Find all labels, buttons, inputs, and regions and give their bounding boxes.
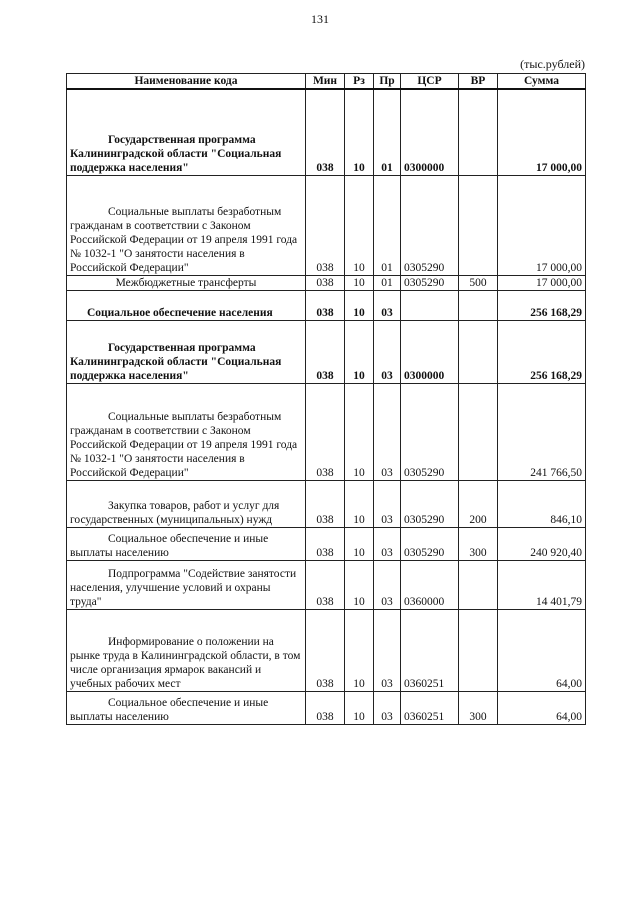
table-row <box>67 275 586 290</box>
table-row <box>67 175 586 275</box>
row-min: 038 <box>306 560 345 609</box>
row-sum: 17 000,00 <box>498 175 586 275</box>
row-vr <box>459 560 498 609</box>
row-sum: 240 920,40 <box>498 527 586 560</box>
row-vr: 300 <box>459 527 498 560</box>
row-pr: 01 <box>374 175 401 275</box>
row-name: Социальные выплаты безработным гражданам в соответствии с Законом Российской Федерации от 19 апреля 1991 года № 1032-1 "О занятости населения в Российской Федерации" <box>67 175 306 275</box>
table-row <box>67 89 586 175</box>
row-name: Государственная программа Калининградской области "Социальная поддержка населения" <box>67 89 306 175</box>
row-vr: 200 <box>459 480 498 527</box>
row-pr: 03 <box>374 480 401 527</box>
row-name: Закупка товаров, работ и услуг для государственных (муниципальных) нужд <box>67 480 306 527</box>
row-name: Социальное обеспечение и иные выплаты населению <box>67 691 306 724</box>
row-sum: 241 766,50 <box>498 383 586 480</box>
row-sum: 64,00 <box>498 691 586 724</box>
table-header-row <box>67 74 586 90</box>
row-csr: 0305290 <box>401 480 459 527</box>
row-vr <box>459 383 498 480</box>
row-csr: 0360251 <box>401 609 459 691</box>
row-vr <box>459 320 498 383</box>
row-name: Подпрограмма "Содействие занятости населения, улучшение условий и охраны труда" <box>67 560 306 609</box>
row-sum: 14 401,79 <box>498 560 586 609</box>
row-rz: 10 <box>345 480 374 527</box>
row-csr: 0305290 <box>401 383 459 480</box>
row-rz: 10 <box>345 275 374 290</box>
page-number: 131 <box>311 12 329 26</box>
row-vr <box>459 609 498 691</box>
row-csr: 0300000 <box>401 89 459 175</box>
row-rz: 10 <box>345 89 374 175</box>
row-min: 038 <box>306 609 345 691</box>
header-name: Наименование кода <box>67 74 306 90</box>
row-pr: 03 <box>374 691 401 724</box>
row-rz: 10 <box>345 560 374 609</box>
budget-table <box>66 73 586 725</box>
row-pr: 03 <box>374 527 401 560</box>
row-pr: 03 <box>374 383 401 480</box>
table-row <box>67 609 586 691</box>
row-rz: 10 <box>345 383 374 480</box>
row-rz: 10 <box>345 691 374 724</box>
row-pr: 03 <box>374 609 401 691</box>
row-rz: 10 <box>345 175 374 275</box>
row-csr: 0305290 <box>401 527 459 560</box>
table-row <box>67 527 586 560</box>
row-csr: 0300000 <box>401 320 459 383</box>
row-csr: 0305290 <box>401 275 459 290</box>
row-rz: 10 <box>345 609 374 691</box>
row-csr: 0305290 <box>401 175 459 275</box>
row-sum: 256 168,29 <box>498 320 586 383</box>
row-name: Социальное обеспечение и иные выплаты населению <box>67 527 306 560</box>
row-pr: 01 <box>374 275 401 290</box>
header-csr: ЦСР <box>401 74 459 90</box>
row-name: Социальное обеспечение населения <box>67 290 306 320</box>
row-sum: 17 000,00 <box>498 89 586 175</box>
row-min: 038 <box>306 383 345 480</box>
row-name: Межбюджетные трансферты <box>67 275 306 290</box>
row-rz: 10 <box>345 320 374 383</box>
row-min: 038 <box>306 691 345 724</box>
table-row <box>67 691 586 724</box>
row-name: Государственная программа Калининградской области "Социальная поддержка населения" <box>67 320 306 383</box>
row-min: 038 <box>306 527 345 560</box>
table-row <box>67 560 586 609</box>
row-min: 038 <box>306 175 345 275</box>
row-min: 038 <box>306 89 345 175</box>
header-rz: Рз <box>345 74 374 90</box>
header-vr: ВР <box>459 74 498 90</box>
table-row <box>67 383 586 480</box>
row-vr: 500 <box>459 275 498 290</box>
row-min: 038 <box>306 320 345 383</box>
table-row <box>67 320 586 383</box>
row-min: 038 <box>306 290 345 320</box>
row-csr: 0360251 <box>401 691 459 724</box>
table-row <box>67 290 586 320</box>
header-min: Мин <box>306 74 345 90</box>
row-rz: 10 <box>345 290 374 320</box>
header-sum: Сумма <box>498 74 586 90</box>
row-csr <box>401 290 459 320</box>
row-vr: 300 <box>459 691 498 724</box>
header-pr: Пр <box>374 74 401 90</box>
row-vr <box>459 175 498 275</box>
row-name: Социальные выплаты безработным гражданам в соответствии с Законом Российской Федерации от 19 апреля 1991 года № 1032-1 "О занятости населения в Российской Федерации" <box>67 383 306 480</box>
row-sum: 17 000,00 <box>498 275 586 290</box>
row-vr <box>459 89 498 175</box>
units-label: (тыс.рублей) <box>520 57 585 71</box>
row-csr: 0360000 <box>401 560 459 609</box>
row-name: Информирование о положении на рынке труда в Калининградской области, в том числе организация ярмарок вакансий и учебных рабочих мест <box>67 609 306 691</box>
row-pr: 03 <box>374 560 401 609</box>
row-sum: 846,10 <box>498 480 586 527</box>
row-vr <box>459 290 498 320</box>
row-sum: 64,00 <box>498 609 586 691</box>
row-pr: 03 <box>374 320 401 383</box>
row-sum: 256 168,29 <box>498 290 586 320</box>
row-min: 038 <box>306 275 345 290</box>
row-pr: 01 <box>374 89 401 175</box>
row-rz: 10 <box>345 527 374 560</box>
row-min: 038 <box>306 480 345 527</box>
row-pr: 03 <box>374 290 401 320</box>
table-row <box>67 480 586 527</box>
